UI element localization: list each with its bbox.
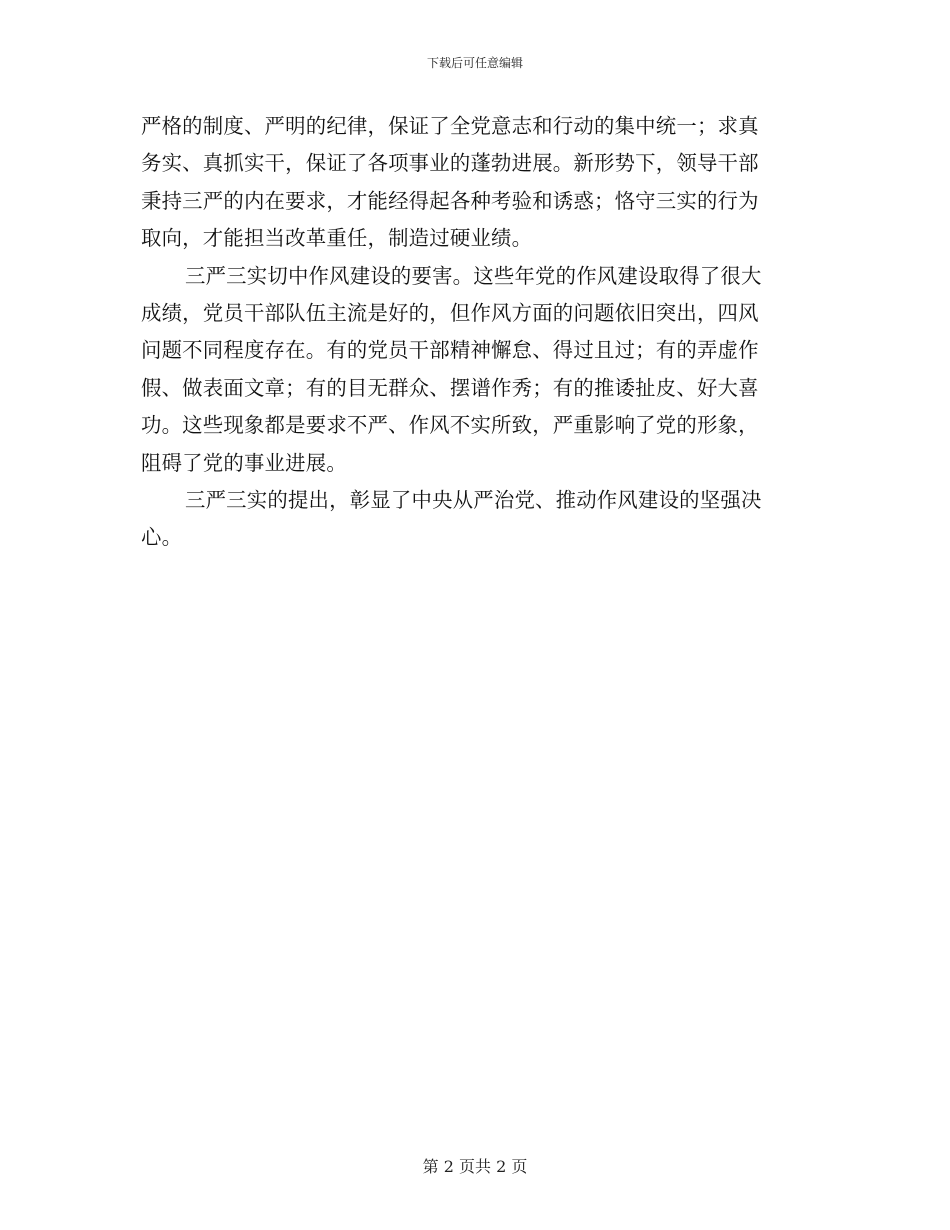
text-line: 心。 xyxy=(141,525,183,550)
text-line: 阻碍了党的事业进展。 xyxy=(141,450,347,475)
text-line: 问题不同程度存在。有的党员干部精神懈怠、得过且过；有的弄虚作 xyxy=(141,338,759,363)
paragraph xyxy=(141,108,801,258)
paragraph xyxy=(141,482,801,557)
text-line: 取向，才能担当改革重任，制造过硬业绩。 xyxy=(141,226,533,251)
text-line: 功。这些现象都是要求不严、作风不实所致，严重影响了党的形象， xyxy=(141,413,759,438)
text-line: 假、做表面文章；有的目无群众、摆谱作秀；有的推诿扯皮、好大喜 xyxy=(141,375,759,400)
text-line: 严格的制度、严明的纪律，保证了全党意志和行动的集中统一；求真 xyxy=(141,114,759,138)
page-header: 下载后可任意编辑 xyxy=(426,56,523,70)
text-line: 务实、真抓实干，保证了各项事业的蓬勃进展。新形势下，领导干部 xyxy=(141,151,759,176)
text-line: 三严三实切中作风建设的要害。这些年党的作风建设取得了很大 xyxy=(185,263,762,288)
document-body xyxy=(141,108,801,557)
text-line: 三严三实的提出，彰显了中央从严治党、推动作风建设的坚强决 xyxy=(185,488,762,513)
text-line: 成绩，党员干部队伍主流是好的，但作风方面的问题依旧突出，四风 xyxy=(141,301,759,326)
paragraph xyxy=(141,258,801,482)
text-line: 秉持三严的内在要求，才能经得起各种考验和诱惑；恪守三实的行为 xyxy=(141,188,759,213)
page-number: 第 2 页共 2 页 xyxy=(422,1157,528,1176)
